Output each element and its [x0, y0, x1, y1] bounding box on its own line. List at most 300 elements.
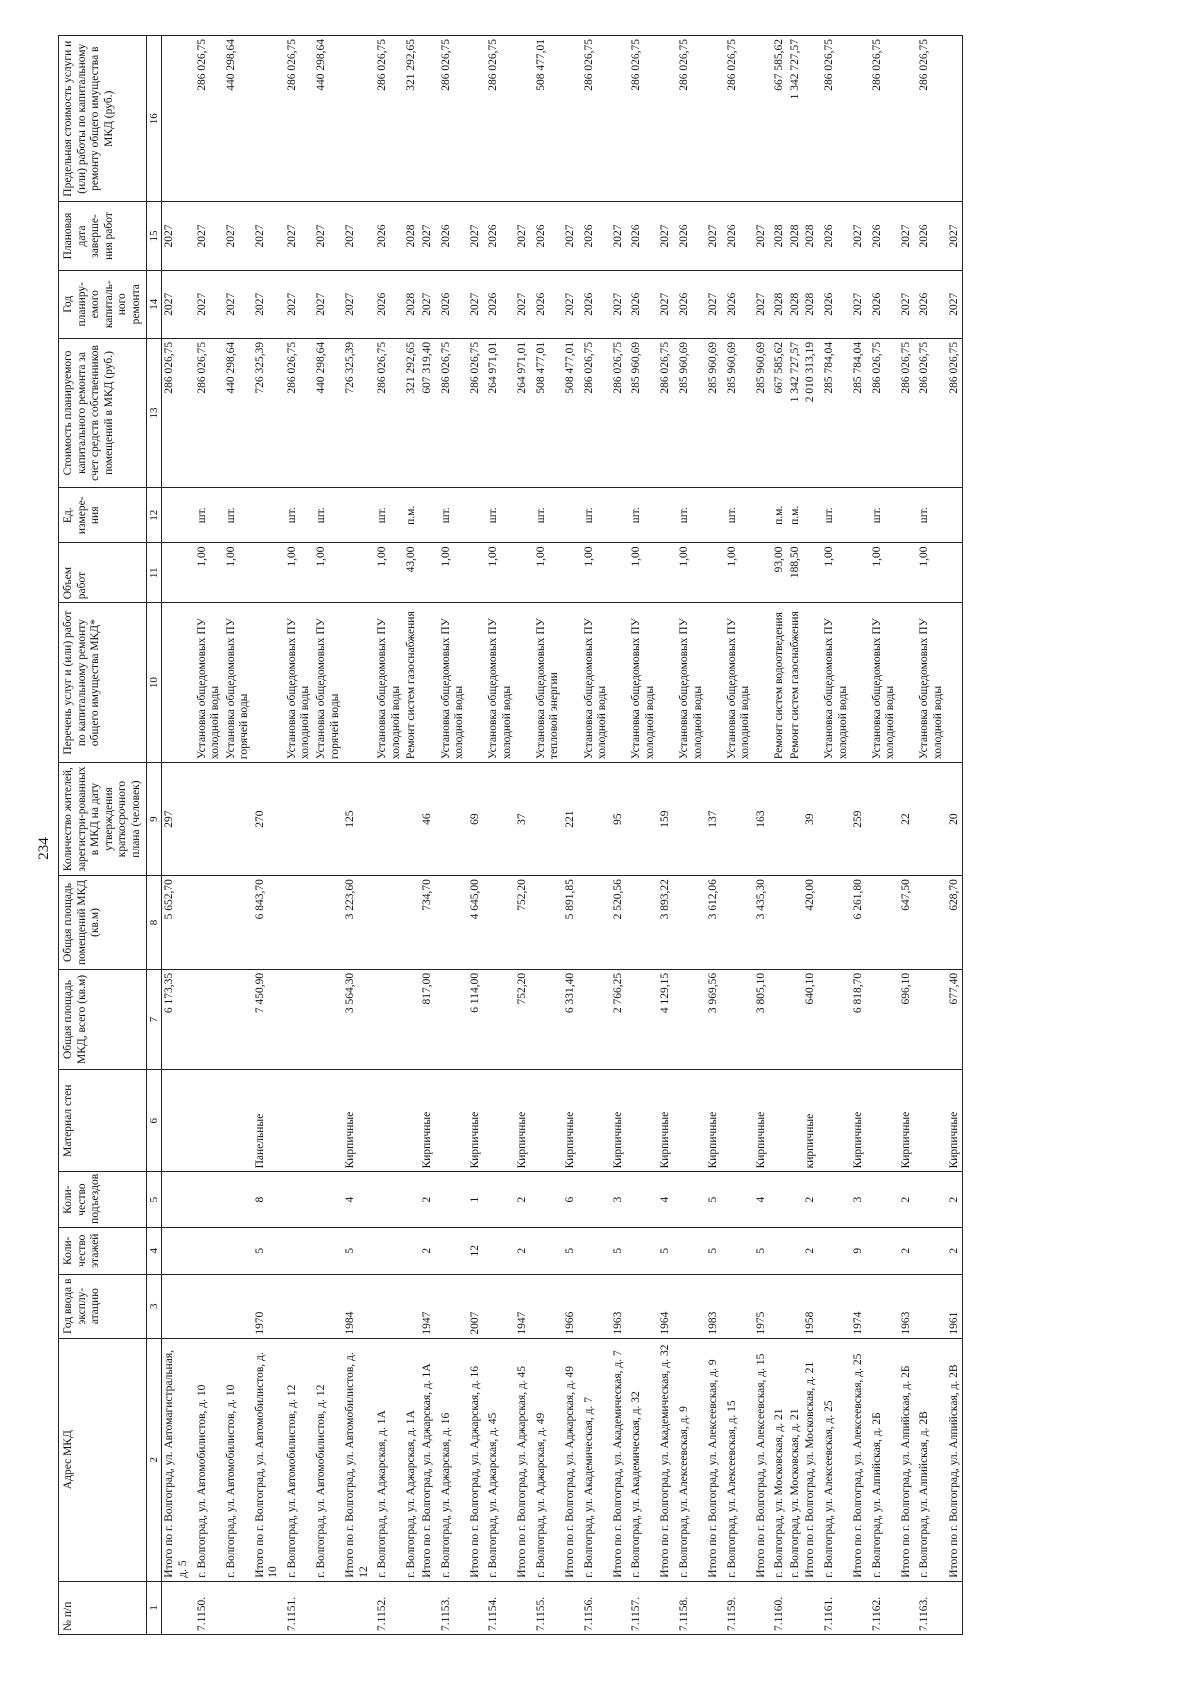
table-cell [372, 876, 404, 970]
table-cell [314, 1172, 343, 1227]
table-cell [626, 1172, 658, 1227]
table-cell [282, 876, 314, 970]
table-cell: 508 477,01 [531, 36, 563, 202]
table-cell: 2027 [563, 202, 579, 270]
header-cell: Коли-чество подъездов [59, 1172, 147, 1227]
table-cell [531, 763, 563, 876]
table-cell: Установка общедомовых ПУ холодной воды [282, 603, 314, 763]
work-row [483, 36, 515, 1635]
table-cell: 297 [162, 763, 192, 876]
table-cell: 5 [611, 1227, 627, 1274]
table-cell: Итого по г. Волгоград, ул. Алпийская, д. 2В [947, 1338, 963, 1581]
table-cell: 2027 [611, 270, 627, 338]
table-cell: шт. [192, 488, 224, 543]
table-cell: Установка общедомовых ПУ холодной воды [674, 603, 706, 763]
table-cell: 321 292,65 [404, 36, 420, 202]
table-cell: 3 805,10 [754, 969, 770, 1069]
table-cell [404, 1581, 420, 1634]
table-cell: 4 645,00 [468, 876, 484, 970]
table-cell: 286 026,75 [626, 36, 658, 202]
table-cell: 321 292,65 [404, 338, 420, 487]
table-cell: шт. [626, 488, 658, 543]
table-cell [314, 876, 343, 970]
table-cell [819, 763, 851, 876]
table-cell [754, 543, 770, 603]
table-cell [192, 1172, 224, 1227]
column-number: 12 [147, 488, 162, 543]
table-cell: г. Волгоград, ул. Автомобилистов, д. 12 [282, 1338, 314, 1581]
table-cell: 2027 [343, 270, 372, 338]
table-cell: 2027 [515, 270, 531, 338]
work-row [531, 36, 563, 1635]
work-row [579, 36, 611, 1635]
table-cell [372, 1172, 404, 1227]
table-cell: 286 026,75 [819, 36, 851, 202]
table-cell: 2026 [722, 270, 754, 338]
table-cell: Ремонт систем газоснабжения [788, 603, 804, 763]
table-cell: 420,00 [803, 876, 819, 970]
table-cell: 2027 [658, 270, 674, 338]
table-cell: 440 298,64 [224, 36, 253, 202]
work-row [788, 36, 804, 1635]
total-row [253, 36, 282, 1635]
table-cell: 2027 [162, 202, 192, 270]
column-number: 9 [147, 763, 162, 876]
table-cell: 817,00 [420, 969, 436, 1069]
table-cell: 6 331,40 [563, 969, 579, 1069]
table-cell: 2026 [867, 270, 899, 338]
table-cell: 286 026,75 [372, 338, 404, 487]
table-cell: Итого по г. Волгоград, ул. Автомобилистов, д. 10 [253, 1338, 282, 1581]
table-cell: 2027 [754, 202, 770, 270]
table-cell: Итого по г. Волгоград, ул. Аджарская, д. 16 [468, 1338, 484, 1581]
table-cell: шт. [579, 488, 611, 543]
table-cell [788, 876, 804, 970]
table-cell [282, 1227, 314, 1274]
table-cell [162, 1274, 192, 1338]
table-cell: г. Волгоград, ул. Алексеевская, д. 15 [722, 1338, 754, 1581]
table-cell: 2027 [282, 270, 314, 338]
table-cell: 286 026,75 [282, 36, 314, 202]
table-cell [531, 876, 563, 970]
table-cell: 2026 [867, 202, 899, 270]
table-cell: 22 [899, 763, 915, 876]
table-cell: Кирпичные [658, 1070, 674, 1172]
table-cell: 677,40 [947, 969, 963, 1069]
column-number: 5 [147, 1172, 162, 1227]
table-cell [788, 1070, 804, 1172]
table-cell: 640,10 [803, 969, 819, 1069]
table-cell: г. Волгоград, ул. Алпийская, д. 2Б [867, 1338, 899, 1581]
table-cell [579, 969, 611, 1069]
table-cell [224, 876, 253, 970]
table-cell [788, 1581, 804, 1634]
table-cell: 2026 [372, 270, 404, 338]
table-cell [579, 1227, 611, 1274]
table-cell: 734,70 [420, 876, 436, 970]
table-cell: 1975 [754, 1274, 770, 1338]
table-cell: 1,00 [436, 543, 468, 603]
table-cell [404, 763, 420, 876]
table-cell: 2026 [674, 202, 706, 270]
table-cell: Итого по г. Волгоград, ул. Алексеевская, д. 15 [754, 1338, 770, 1581]
table-cell [803, 603, 819, 763]
table-cell [754, 36, 770, 202]
table-cell [162, 1070, 192, 1172]
table-cell: шт. [674, 488, 706, 543]
table-cell: 440 298,64 [224, 338, 253, 487]
table-cell: г. Волгоград, ул. Московская, д. 21 [769, 1338, 788, 1581]
table-cell: 2027 [314, 202, 343, 270]
table-cell: Кирпичные [563, 1070, 579, 1172]
table-cell: 286 026,75 [867, 338, 899, 487]
table-cell: г. Волгоград, ул. Автомобилистов, д. 10 [224, 1338, 253, 1581]
table-cell: Кирпичные [754, 1070, 770, 1172]
table-cell [674, 1070, 706, 1172]
header-cell: Плановая дата заверше-ния работ [59, 202, 147, 270]
table-cell [914, 1070, 946, 1172]
table-cell [314, 1581, 343, 1634]
table-cell: 2028 [769, 270, 788, 338]
table-cell: 69 [468, 763, 484, 876]
table-cell: 163 [754, 763, 770, 876]
table-cell [579, 1274, 611, 1338]
table-cell [706, 488, 722, 543]
table-cell: 2027 [515, 202, 531, 270]
table-cell: 1963 [611, 1274, 627, 1338]
table-cell [626, 1274, 658, 1338]
table-cell: 2026 [483, 270, 515, 338]
table-cell: 3 [851, 1172, 867, 1227]
table-cell [579, 876, 611, 970]
table-cell: 1970 [253, 1274, 282, 1338]
work-row [769, 36, 788, 1635]
total-row [563, 36, 579, 1635]
table-cell: Кирпичные [515, 1070, 531, 1172]
table-cell: 286 026,75 [947, 338, 963, 487]
table-cell [224, 763, 253, 876]
column-number: 10 [147, 603, 162, 763]
table-cell: 2028 [769, 202, 788, 270]
table-cell [468, 603, 484, 763]
table-cell: 2 766,25 [611, 969, 627, 1069]
table-cell: 285 960,69 [626, 338, 658, 487]
table-cell: г. Волгоград, ул. Аджарская, д. 16 [436, 1338, 468, 1581]
table-cell [192, 1274, 224, 1338]
table-cell [314, 763, 343, 876]
work-row [192, 36, 224, 1635]
table-cell [851, 543, 867, 603]
table-cell: 726 325,39 [343, 338, 372, 487]
table-cell: 2027 [224, 270, 253, 338]
table-cell: 2027 [468, 202, 484, 270]
table-cell: 2026 [436, 202, 468, 270]
table-cell: г. Волгоград, ул. Аджарская, д. 1А [404, 1338, 420, 1581]
table-cell: 7.1151. [282, 1581, 314, 1634]
table-cell: 2028 [803, 202, 819, 270]
table-cell: 286 026,75 [658, 338, 674, 487]
table-cell: 7.1153. [436, 1581, 468, 1634]
table-cell: 43,00 [404, 543, 420, 603]
table-cell: 7.1154. [483, 1581, 515, 1634]
header-cell: Год планиру-емого капиталь-ного ремонта [59, 270, 147, 338]
table-cell: 2027 [658, 202, 674, 270]
table-cell: 1,00 [674, 543, 706, 603]
table-cell: г. Волгоград, ул. Московская, д. 21 [788, 1338, 804, 1581]
table-cell: 264 971,01 [483, 338, 515, 487]
table-cell [819, 1070, 851, 1172]
table-cell [899, 36, 915, 202]
table-cell [754, 488, 770, 543]
table-cell: 2026 [722, 202, 754, 270]
table-cell [769, 763, 788, 876]
table-cell: 5 891,85 [563, 876, 579, 970]
table-cell: шт. [914, 488, 946, 543]
work-row [674, 36, 706, 1635]
table-cell: шт. [722, 488, 754, 543]
table-cell [224, 1227, 253, 1274]
table-cell: шт. [372, 488, 404, 543]
table-cell: 6 173,35 [162, 969, 192, 1069]
table-cell: 37 [515, 763, 531, 876]
table-cell: 46 [420, 763, 436, 876]
header-cell: Общая площадь МКД, всего (кв.м) [59, 969, 147, 1069]
table-cell: шт. [436, 488, 468, 543]
table-cell: Установка общедомовых ПУ холодной воды [626, 603, 658, 763]
table-cell [404, 969, 420, 1069]
table-cell: 2027 [162, 270, 192, 338]
table-cell: 1 342 727,57 [788, 338, 804, 487]
table-cell: 752,20 [515, 969, 531, 1069]
table-cell [914, 1227, 946, 1274]
table-cell [579, 1172, 611, 1227]
table-cell: Ремонт систем газоснабжения [404, 603, 420, 763]
table-cell [947, 36, 963, 202]
table-cell: 2026 [579, 270, 611, 338]
table-cell: 286 026,75 [192, 36, 224, 202]
table-cell [914, 969, 946, 1069]
table-cell: 2026 [436, 270, 468, 338]
table-cell: Кирпичные [468, 1070, 484, 1172]
table-cell [947, 543, 963, 603]
table-cell [436, 1274, 468, 1338]
table-cell: 286 026,75 [372, 36, 404, 202]
table-cell: 2027 [253, 202, 282, 270]
table-cell [706, 543, 722, 603]
table-cell: Итого по г. Волгоград, ул. Академическая, д. 32 [658, 1338, 674, 1581]
table-cell: Установка общедомовых ПУ холодной воды [914, 603, 946, 763]
table-cell [372, 1070, 404, 1172]
total-row [468, 36, 484, 1635]
table-cell: 2028 [404, 202, 420, 270]
table-cell: Кирпичные [899, 1070, 915, 1172]
table-cell [253, 1581, 282, 1634]
work-row [282, 36, 314, 1635]
table-cell [803, 1581, 819, 1634]
table-cell: 508 477,01 [563, 338, 579, 487]
table-cell: 7.1158. [674, 1581, 706, 1634]
table-cell: 286 026,75 [436, 36, 468, 202]
table-cell [867, 1274, 899, 1338]
table-cell: 647,50 [899, 876, 915, 970]
table-cell: 286 026,75 [162, 338, 192, 487]
table-cell [658, 1581, 674, 1634]
table-cell: 137 [706, 763, 722, 876]
table-cell: 2027 [706, 270, 722, 338]
table-cell [788, 1274, 804, 1338]
header-cell: Перечень услуг и (или) работ по капитальному ремонту общего имущества МКД* [59, 603, 147, 763]
table-cell [788, 969, 804, 1069]
table-cell: 2027 [420, 270, 436, 338]
table-cell: 1983 [706, 1274, 722, 1338]
table-cell [914, 876, 946, 970]
table-cell: 508 477,01 [531, 338, 563, 487]
column-number: 15 [147, 202, 162, 270]
table-cell [769, 969, 788, 1069]
table-cell [224, 969, 253, 1069]
table-cell: 3 893,22 [658, 876, 674, 970]
table-cell: 2027 [343, 202, 372, 270]
table-cell: Панельные [253, 1070, 282, 1172]
table-cell: Установка общедомовых ПУ холодной воды [819, 603, 851, 763]
table-cell [769, 876, 788, 970]
table-cell [372, 763, 404, 876]
table-cell [436, 876, 468, 970]
table-cell [563, 36, 579, 202]
table-cell [314, 1227, 343, 1274]
table-cell [947, 603, 963, 763]
table-cell: 286 026,75 [483, 36, 515, 202]
table-cell: 6 [563, 1172, 579, 1227]
table-cell [947, 488, 963, 543]
table-cell [515, 543, 531, 603]
table-cell [658, 543, 674, 603]
table-cell: 1,00 [282, 543, 314, 603]
table-cell: 1966 [563, 1274, 579, 1338]
table-cell: 95 [611, 763, 627, 876]
table-cell: 2027 [899, 270, 915, 338]
table-cell: Итого по г. Волгоград, ул. Академическая, д. 7 [611, 1338, 627, 1581]
table-cell [914, 1274, 946, 1338]
table-cell: 125 [343, 763, 372, 876]
table-cell: 2026 [914, 270, 946, 338]
column-number: 13 [147, 338, 162, 487]
table-cell: шт. [282, 488, 314, 543]
table-cell [611, 543, 627, 603]
table-cell: 726 325,39 [253, 338, 282, 487]
table-cell [626, 763, 658, 876]
column-number: 7 [147, 969, 162, 1069]
table-cell [436, 1227, 468, 1274]
table-cell: 2 [515, 1172, 531, 1227]
table-cell: 2027 [224, 202, 253, 270]
table-cell: 286 026,75 [192, 338, 224, 487]
table-cell [851, 488, 867, 543]
table-cell [674, 969, 706, 1069]
table-cell: 2028 [404, 270, 420, 338]
table-cell: 39 [803, 763, 819, 876]
table-cell [372, 1227, 404, 1274]
table-cell [468, 1581, 484, 1634]
table-cell [483, 876, 515, 970]
table-cell [282, 1070, 314, 1172]
table-cell: 4 [658, 1172, 674, 1227]
table-cell: 1,00 [224, 543, 253, 603]
table-cell: Установка общедомовых ПУ холодной воды [867, 603, 899, 763]
table-cell: 286 026,75 [914, 338, 946, 487]
column-number: 14 [147, 270, 162, 338]
table-cell: 440 298,64 [314, 338, 343, 487]
table-cell: 1,00 [819, 543, 851, 603]
work-row [722, 36, 754, 1635]
table-cell: Итого по г. Волгоград, ул. Автомобилистов, д. 12 [343, 1338, 372, 1581]
table-cell [224, 1581, 253, 1634]
table-cell: 7.1161. [819, 1581, 851, 1634]
table-cell: Кирпичные [947, 1070, 963, 1172]
table-cell: 1,00 [626, 543, 658, 603]
table-cell: 285 960,69 [754, 338, 770, 487]
table-cell [404, 1227, 420, 1274]
table-cell [722, 763, 754, 876]
header-cell: Адрес МКД [59, 1338, 147, 1581]
table-cell: 1,00 [914, 543, 946, 603]
table-cell [343, 488, 372, 543]
table-cell: 2 520,56 [611, 876, 627, 970]
table-cell: 2027 [899, 202, 915, 270]
table-cell: 20 [947, 763, 963, 876]
table-cell: 7.1150. [192, 1581, 224, 1634]
table-cell: 5 [706, 1172, 722, 1227]
table-cell: 2027 [754, 270, 770, 338]
table-cell [579, 763, 611, 876]
table-cell: 286 026,75 [722, 36, 754, 202]
table-cell: Итого по г. Волгоград, ул. Аджарская, д. 49 [563, 1338, 579, 1581]
table-cell [626, 969, 658, 1069]
table-cell: 3 223,60 [343, 876, 372, 970]
table-cell [404, 876, 420, 970]
table-cell: 285 960,69 [674, 338, 706, 487]
table-cell [483, 1070, 515, 1172]
table-cell [468, 36, 484, 202]
table-cell: 1963 [899, 1274, 915, 1338]
work-row [867, 36, 899, 1635]
table-cell: 93,00 [769, 543, 788, 603]
table-cell [658, 488, 674, 543]
table-cell: 9 [851, 1227, 867, 1274]
work-row [626, 36, 658, 1635]
table-cell [282, 1274, 314, 1338]
table-cell: 7.1159. [722, 1581, 754, 1634]
table-cell: 4 129,15 [658, 969, 674, 1069]
table-cell: 285 784,04 [819, 338, 851, 487]
table-cell [611, 1581, 627, 1634]
table-cell [531, 1274, 563, 1338]
table-cell: Установка общедомовых ПУ холодной воды [722, 603, 754, 763]
table-cell: Установка общедомовых ПУ тепловой энергии [531, 603, 563, 763]
table-cell [343, 36, 372, 202]
total-row [899, 36, 915, 1635]
table-cell [531, 1070, 563, 1172]
header-cell: Ед. измере-ния [59, 488, 147, 543]
table-cell: Итого по г. Волгоград, ул. Алексеевская, д. 25 [851, 1338, 867, 1581]
table-cell [282, 763, 314, 876]
table-cell [483, 763, 515, 876]
table-cell: шт. [867, 488, 899, 543]
table-cell: 7.1160. [769, 1581, 788, 1634]
header-cell: Предельная стоимость услуги и (или) работы по капитальному ремонту общего имущества в МКД (руб.) [59, 36, 147, 202]
table-cell [372, 1274, 404, 1338]
total-row [658, 36, 674, 1635]
